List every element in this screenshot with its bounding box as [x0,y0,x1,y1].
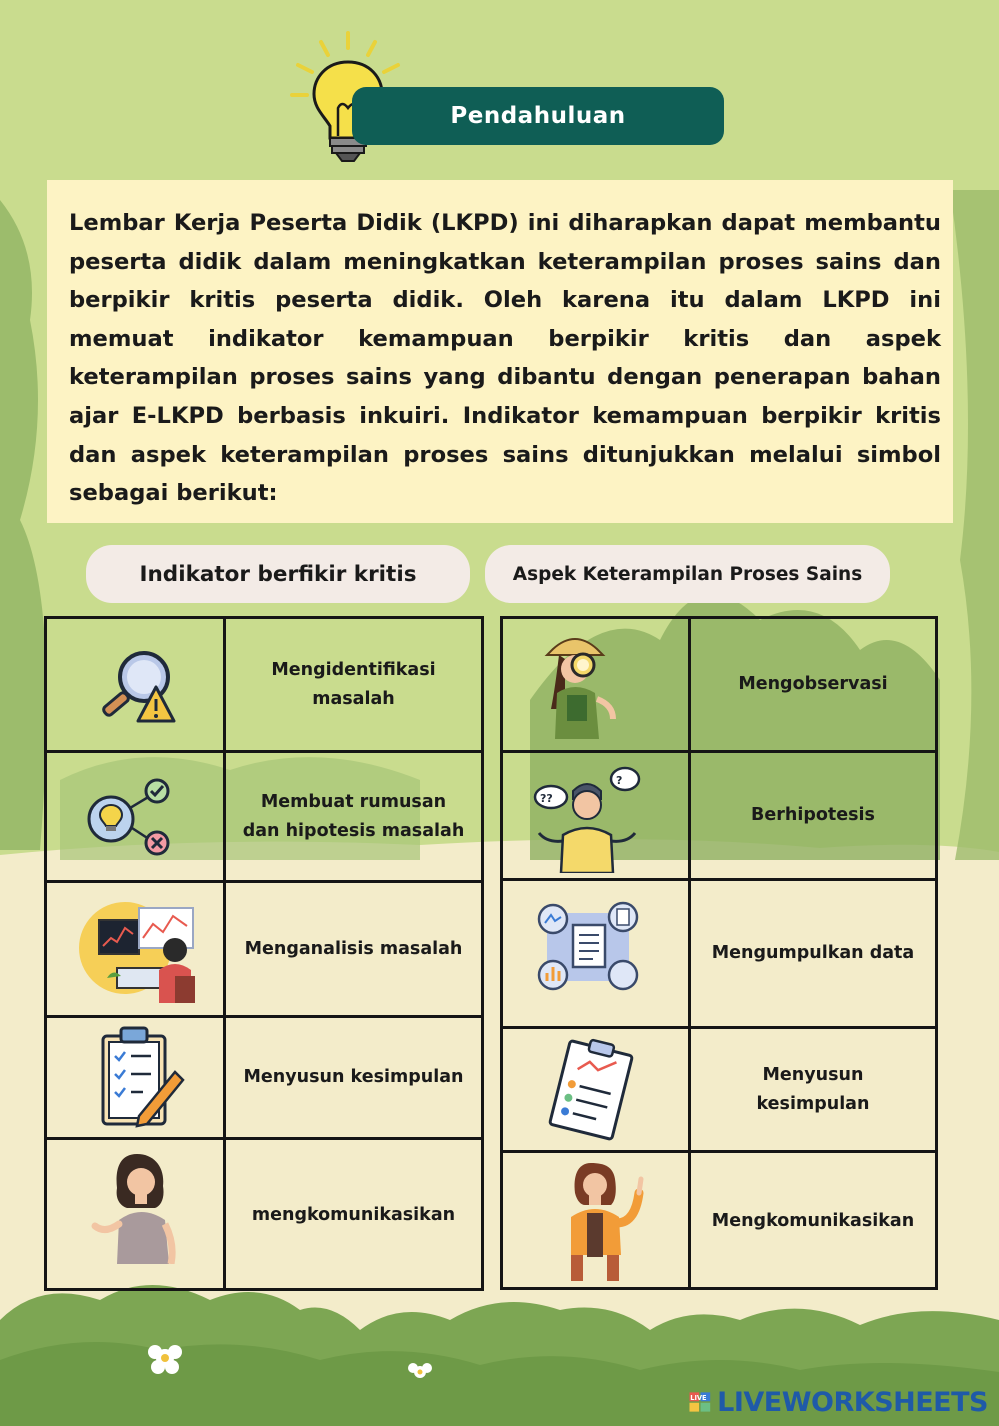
intro-text: Lembar Kerja Peserta Didik (LKPD) ini diharapkan dapat membantu peserta didik dalam meningkatkan keterampilan proses sains dan berpikir kritis peserta didik. Oleh karena itu dalam LKPD ini memuat indikator kemampuan berpikir kritis dan aspek keterampilan proses sains yang dibantu dengan penerapan bahan ajar E-LKPD berbasis inkuiri. Indikator kemampuan berpikir kritis dan aspek keterampilan proses sains ditunjukkan melalui simbol sebagai berikut: [69,210,941,507]
table-row [503,1150,935,1287]
logo-badge: LIVE [690,1393,707,1402]
indicator-label: Membuat rumusan dan hipotesis masalah [242,791,465,841]
indicator-label: Menyusun kesimpulan [243,1067,464,1087]
report-checklist-icon [543,1037,639,1143]
idea-check-cross-icon [85,773,180,863]
watermark [688,1384,988,1420]
table-row [47,750,481,880]
section-title: Pendahuluan [352,87,724,145]
indicator-label: Mengidentifikasi masalah [271,659,436,709]
aspect-label: Berhipotesis [751,805,875,825]
aspect-label: Menyusun kesimpulan [756,1064,870,1114]
clipboard-pencil-icon [99,1026,185,1128]
table-row [503,619,935,750]
explorer-magnifier-icon [535,629,625,739]
magnifier-warning-icon [92,647,182,727]
svg-text:??: ?? [540,792,553,805]
table-row [47,619,481,750]
critical-thinking-heading: Indikator berfikir kritis [86,545,470,603]
aspect-label: Mengumpulkan data [711,943,915,963]
woman-pointing-icon [555,1157,655,1281]
aspect-label: Mengkomunikasikan [711,1211,915,1231]
table-row [503,750,935,878]
science-process-heading: Aspek Keterampilan Proses Sains [485,545,890,603]
table-row [503,1026,935,1150]
data-collection-icon [533,901,643,993]
analyst-computer-icon [77,898,202,1003]
table-row [47,1015,481,1137]
indicator-label: mengkomunikasikan [251,1205,456,1225]
table-row [503,878,935,1026]
table-row [47,880,481,1015]
science-process-table [500,616,938,1290]
woman-presenting-icon [89,1148,199,1264]
watermark-text: LIVEWORKSHEETS [717,1386,988,1418]
aspect-label: Mengobservasi [738,674,888,694]
intro-box [47,180,953,523]
person-question-icon [531,761,643,873]
critical-thinking-table [44,616,484,1291]
liveworksheets-logo-icon [688,1387,713,1417]
indicator-label: Menganalisis masalah [244,938,463,959]
svg-text:?: ? [616,774,623,787]
table-row [47,1137,481,1288]
